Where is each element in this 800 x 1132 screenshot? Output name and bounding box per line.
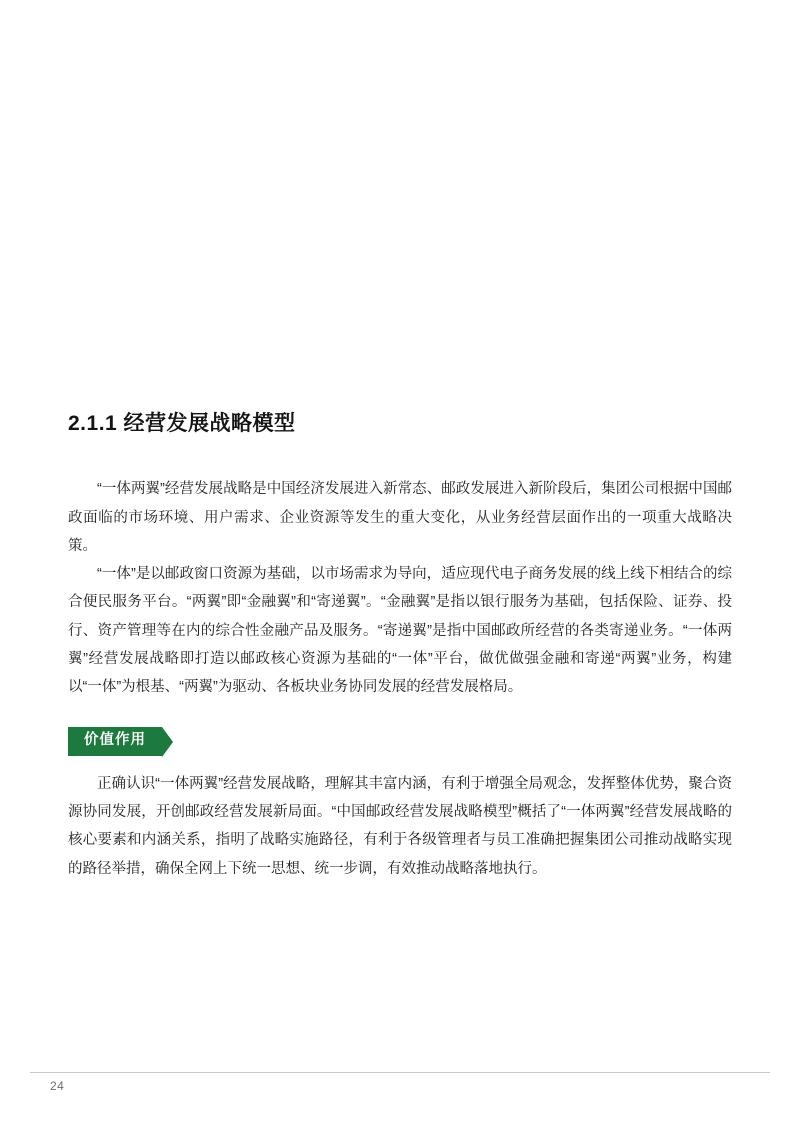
page-title: 2.1.1 经营发展战略模型 (68, 412, 296, 435)
callout-label-wrap (68, 727, 732, 755)
callout-paragraph: 正确认识“一体两翼”经营发展战略，理解其丰富内涵，有利于增强全局观念，发挥整体优势，聚合资源协同发展，开创邮政经营发展新局面。“中国邮政经营发展战略模型”概括了“一体两翼”经营发展战略的核心要素和内涵关系，指明了战略实施路径，有利于各级管理者与员工准确把握集团公司推动战略实现的路径举措，确保全网上下统一思想、统一步调，有效推动战略落地执行。 (68, 775, 732, 877)
body-paragraph: “一体”是以邮政窗口资源为基础，以市场需求为导向，适应现代电子商务发展的线上线下相结合的综合便民服务平台。“两翼”即“金融翼”和“寄递翼”。“金融翼”是指以银行服务为基础，包括保险、证券、投行、资产管理等在内的综合性金融产品及服务。“寄递翼”是指中国邮政所经营的各类寄递业务。“一体两翼”经营发展战略即打造以邮政核心资源为基础的“一体”平台，做优做强金融和寄递“两翼”业务，构建以“一体”为根基、“两翼”为驱动、各板块业务协同发展的经营发展格局。 (68, 566, 732, 696)
page-content (68, 410, 732, 883)
body-paragraph: “一体两翼”经营发展战略是中国经济发展进入新常态、邮政发展进入新阶段后，集团公司根据中国邮政面临的市场环境、用户需求、企业资源等发生的重大变化，从业务经营层面作出的一项重大战略决策。 (68, 481, 732, 554)
footer-divider (30, 1072, 770, 1073)
page-number: 24 (50, 1079, 65, 1093)
status-badge: 价值作用 (68, 727, 162, 755)
